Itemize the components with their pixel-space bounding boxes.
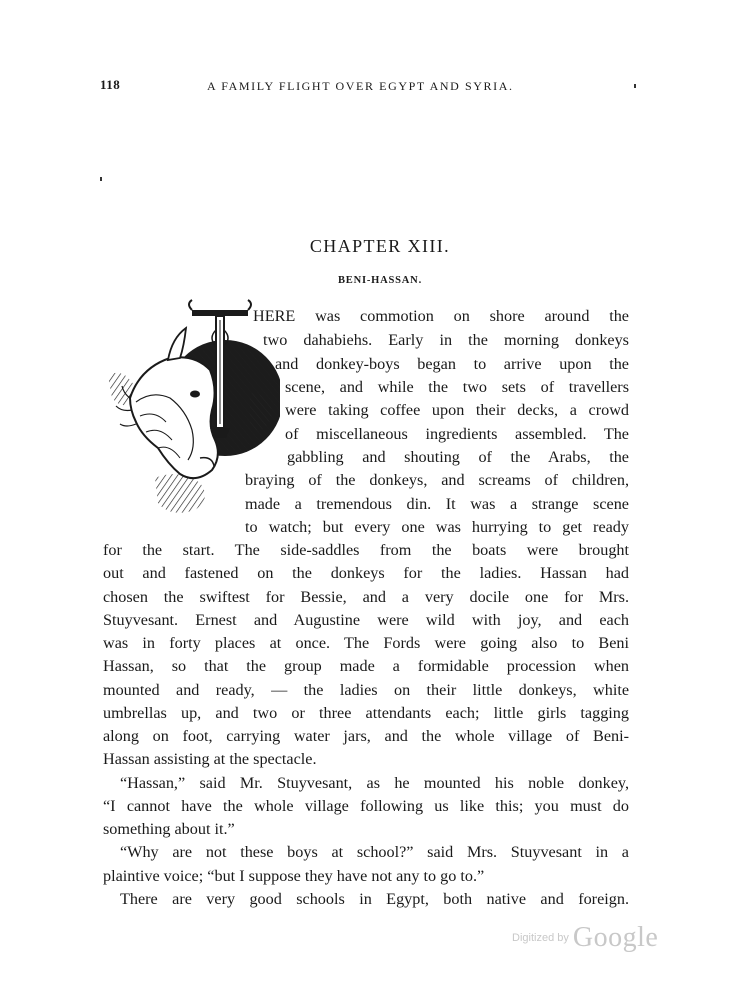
- body-text-line: something about it.”: [103, 820, 235, 838]
- body-text-line: mounted and ready, — the ladies on their little donkeys, white: [103, 681, 629, 699]
- body-text-line: Stuyvesant. Ernest and Augustine were wild with joy, and each: [103, 611, 629, 629]
- google-digitized-watermark: [512, 922, 658, 954]
- body-text-line: along on foot, carrying water jars, and the whole village of Beni-: [103, 727, 629, 745]
- body-text-line: There are very good schools in Egypt, both native and foreign.: [120, 890, 629, 908]
- body-text-line: gabbling and shouting of the Arabs, the: [287, 448, 629, 466]
- chapter-title: CHAPTER XIII.: [309, 236, 451, 256]
- body-text-line: scene, and while the two sets of travellers: [285, 378, 629, 396]
- body-text-line: Hassan, so that the group made a formidable procession when: [103, 657, 629, 675]
- body-text-line: and donkey-boys began to arrive upon the: [275, 355, 629, 373]
- running-title: A FAMILY FLIGHT OVER EGYPT AND SYRIA.: [207, 79, 514, 93]
- page-number: 118: [100, 77, 121, 92]
- stray-mark: [100, 177, 102, 181]
- body-text-line: of miscellaneous ingredients assembled. The: [285, 425, 629, 443]
- body-text-line: “I cannot have the whole village following us like this; you must do: [103, 797, 629, 815]
- body-text-line: “Why are not these boys at school?” said Mrs. Stuyvesant in a: [120, 843, 629, 861]
- body-text-line: were taking coffee upon their decks, a crowd: [285, 401, 629, 419]
- chapter-subtitle: BENI-HASSAN.: [338, 275, 422, 286]
- body-text-line: chosen the swiftest for Bessie, and a very docile one for Mrs.: [103, 588, 629, 606]
- body-text-line: for the start. The side-saddles from the boats were brought: [103, 541, 629, 559]
- body-text-line: “Hassan,” said Mr. Stuyvesant, as he mounted his noble donkey,: [120, 774, 629, 792]
- body-text-line: plaintive voice; “but I suppose they have not any to go to.”: [103, 867, 485, 885]
- body-text-line: was in forty places at once. The Fords were going also to Beni: [103, 634, 629, 652]
- body-text-line: out and fastened on the donkeys for the ladies. Hassan had: [103, 564, 629, 582]
- body-text-line: HERE was commotion on shore around the: [253, 307, 629, 325]
- watermark-prefix: Digitized by: [512, 932, 569, 944]
- body-text-line: Hassan assisting at the spectacle.: [103, 750, 317, 768]
- body-text-line: to watch; but every one was hurrying to get ready: [245, 518, 629, 536]
- body-text-line: umbrellas up, and two or three attendants each; little girls tagging: [103, 704, 629, 722]
- body-text-line: made a tremendous din. It was a strange scene: [245, 495, 629, 513]
- body-text-line: braying of the donkeys, and screams of children,: [245, 471, 629, 489]
- google-logo-text: Google: [572, 922, 659, 953]
- body-text-line: two dahabiehs. Early in the morning donkeys: [263, 331, 629, 349]
- stray-mark: [634, 84, 636, 88]
